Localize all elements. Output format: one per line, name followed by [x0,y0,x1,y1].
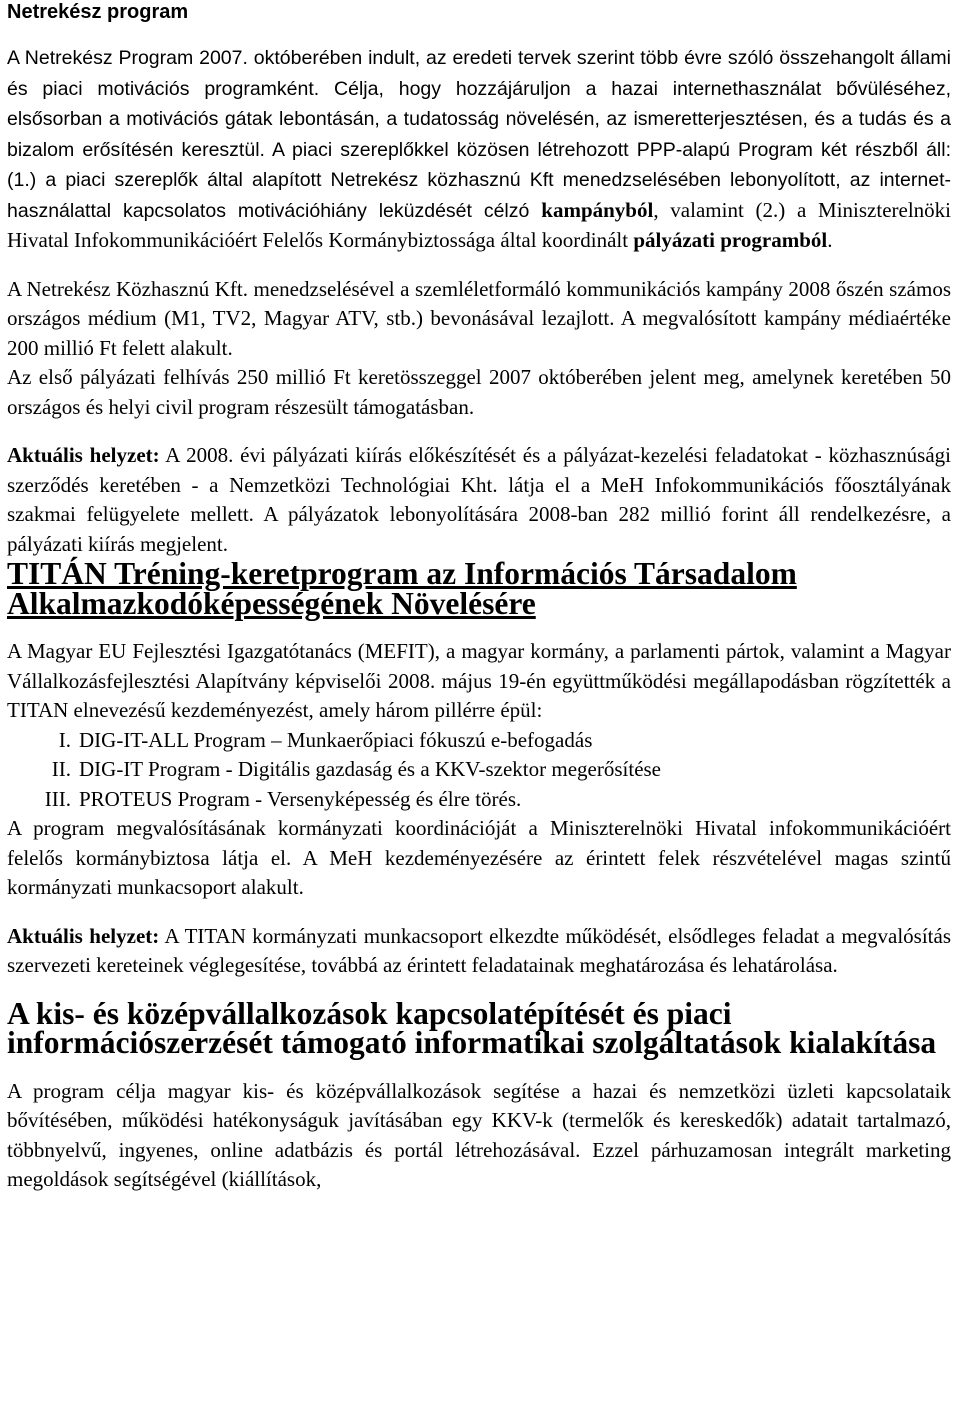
netrekesz-status-text: A 2008. évi pályázati kiírás előkészítését és a pályázat-kezelési feladatokat - közhasznúsági szerződés keretében - a Nemzetközi Technológiai Kht. látja el a MeH Infokommunikációs főosztályának szakmai felügyelete mellett. A pályázatok lebonyolítására 2008-ban 282 millió forint áll rendelkezésre, a pályázati kiírás megjelent. [7,443,951,556]
titan-status-label: Aktuális helyzet: [7,923,160,948]
section-heading-kkv: A kis- és középvállalkozások kapcsolatépítését és piaci információszerzését támogató informatikai szolgáltatások kialakítása [7,995,937,1060]
netrekesz-period: . [827,228,833,252]
netrekesz-status-paragraph [7,441,951,559]
netrekesz-paragraph-3: Az első pályázati felhívás 250 millió Ft keretösszeggel 2007 októberében jelent meg, amelynek keretében 50 országos és helyi civil program részesült támogatásban. [7,365,951,419]
list-item-text: DIG-IT-ALL Program – Munkaerőpiaci fókuszú e-befogadás [79,727,593,752]
titan-status-paragraph [7,922,951,981]
list-item-number: I. [58,727,71,752]
list-item-number: III. [44,786,71,811]
titan-pillars-list [7,726,951,815]
titan-paragraph-2: A program megvalósításának kormányzati koordinációját a Miniszterelnöki Hivatal infokommunikációért felelős kormánybiztosa látja el. A MeH kezdeményezésére az érintett felek részvételével magas szintű kormányzati munkacsoport alakult. [7,816,951,899]
list-item-text: DIG-IT Program - Digitális gazdaság és a KKV-szektor megerősítése [79,757,662,781]
netrekesz-intro-text: A Netrekész Program 2007. októberében indult, az eredeti tervek szerint több évre szóló összehangolt állami és piaci motivációs programként. Célja, hogy hozzájáruljon a hazai internethasználat bővüléséhez, elsősorban a motivációs gátak lebontásán, a tudatosság növelésén, az ismeretterjesztésen, és a tudás és a bizalom erősítésén keresztül. [7,47,951,161]
section-heading-titan: TITÁN Tréning-keretprogram az Információs Társadalom Alkalmazkodóképességének Növelésére [7,556,797,621]
netrekesz-ppp-text: A piaci szereplőkkel közösen létrehozott PPP-alapú Program két részből áll: (1.) a piaci szereplők által alapított Netrekész közhasznú Kft menedzselésében lebonyolított, az internet-használattal kapcsolatos motivációhiány leküzdését célzó [7,138,951,222]
list-item-text: PROTEUS Program - Versenyképesség és élre törés. [79,786,522,811]
kkv-paragraph-1: A program célja magyar kis- és középvállalkozások segítése a hazai és nemzetközi üzleti kapcsolataik bővítésében, működési hatékonyságuk javításában egy KKV-k (termelők és kereskedők) adatait tartalmazó, többnyelvű, ingyenes, online adatbázis és portál létrehozásával. Ezzel párhuzamosan integrált marketing megoldások segítségével (kiállítások, [7,1078,951,1191]
netrekesz-paragraph-2: A Netrekész Közhasznú Kft. menedzselésével a szemléletformáló kommunikációs kampány 2008 őszén számos országos médium (M1, TV2, Magyar ATV, stb.) bevonásával lezajlott. A megvalósított kampány médiaértéke 200 millió Ft felett alakult. [7,276,951,360]
netrekesz-program-bold: pályázati programból [633,228,828,252]
list-item [7,755,951,785]
section-heading-netrekesz: Netrekész program [7,1,189,23]
titan-paragraph-1: A Magyar EU Fejlesztési Igazgatótanács (MEFIT), a magyar kormány, a parlamenti pártok, valamint a Magyar Vállalkozásfejlesztési Alapítvány képviselői 2008. május 19-én együttműködési megállapodásban rögzítették a TITAN elnevezésű kezdeményezést, amely három pillérre épül: [7,639,951,722]
titan-status-text: A TITAN kormányzati munkacsoport elkezdte működését, elsődleges feladat a megvalósítás szervezeti kereteinek véglegesítése, továbbá az érintett feladatainak meghatározása és lehatárolása. [7,923,951,977]
netrekesz-paragraph-1 [7,43,951,256]
list-item-number: II. [51,757,71,781]
list-item [7,726,951,756]
netrekesz-status-label: Aktuális helyzet: [7,443,160,467]
netrekesz-coordination-text: , valamint (2.) a Miniszterelnöki Hivatal Infokommunikációért Felelős Kormánybiztossága által koordinált [7,197,951,252]
netrekesz-campaign-bold: kampányból [541,197,654,222]
list-item [7,785,951,815]
